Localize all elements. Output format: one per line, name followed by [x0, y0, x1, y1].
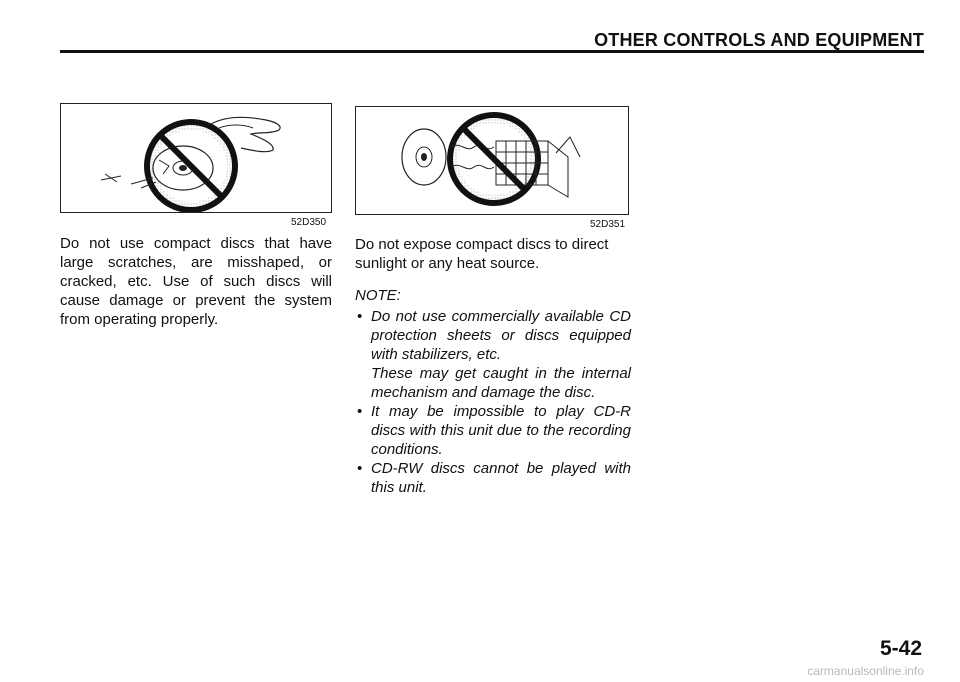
- damaged-disc-illustration: [61, 104, 331, 212]
- bullet-icon: •: [357, 308, 363, 325]
- warning-paragraph-heat: Do not expose compact discs to direct sunlight or any heat source.: [355, 236, 609, 272]
- figure-damaged-disc: [60, 103, 332, 213]
- figure-disc-heat: [355, 106, 629, 215]
- note-text: Do not use commercially available CD protection sheets or discs equipped with stabilizers, etc.: [371, 308, 631, 363]
- note-text: These may get caught in the internal mechanism and damage the disc.: [371, 365, 631, 401]
- disc-heat-illustration: [356, 107, 628, 214]
- figure-code: 52D350: [291, 217, 327, 228]
- note-item: [355, 459, 631, 497]
- note-list: [355, 307, 631, 497]
- header-rule: [60, 50, 924, 53]
- note-text: It may be impossible to play CD-R discs with this unit due to the recording conditions.: [371, 403, 631, 458]
- note-text: CD-RW discs cannot be played with this unit.: [371, 460, 631, 496]
- note-item: [355, 307, 631, 402]
- figure-code: 52D351: [590, 219, 626, 230]
- warning-paragraph-damaged-discs: Do not use compact discs that have large scratches, are misshaped, or cracked, etc. Use of such discs will cause damage or prevent the system from operating properly.: [60, 235, 332, 328]
- note-item: [355, 402, 631, 459]
- note-section: [355, 286, 631, 497]
- page-number: 5-42: [879, 637, 922, 660]
- page-header-title: OTHER CONTROLS AND EQUIPMENT: [594, 30, 924, 50]
- bullet-icon: •: [357, 460, 363, 477]
- watermark-text: carmanualsonline.info: [807, 664, 924, 678]
- bullet-icon: •: [357, 403, 363, 420]
- note-label: NOTE:: [355, 287, 401, 304]
